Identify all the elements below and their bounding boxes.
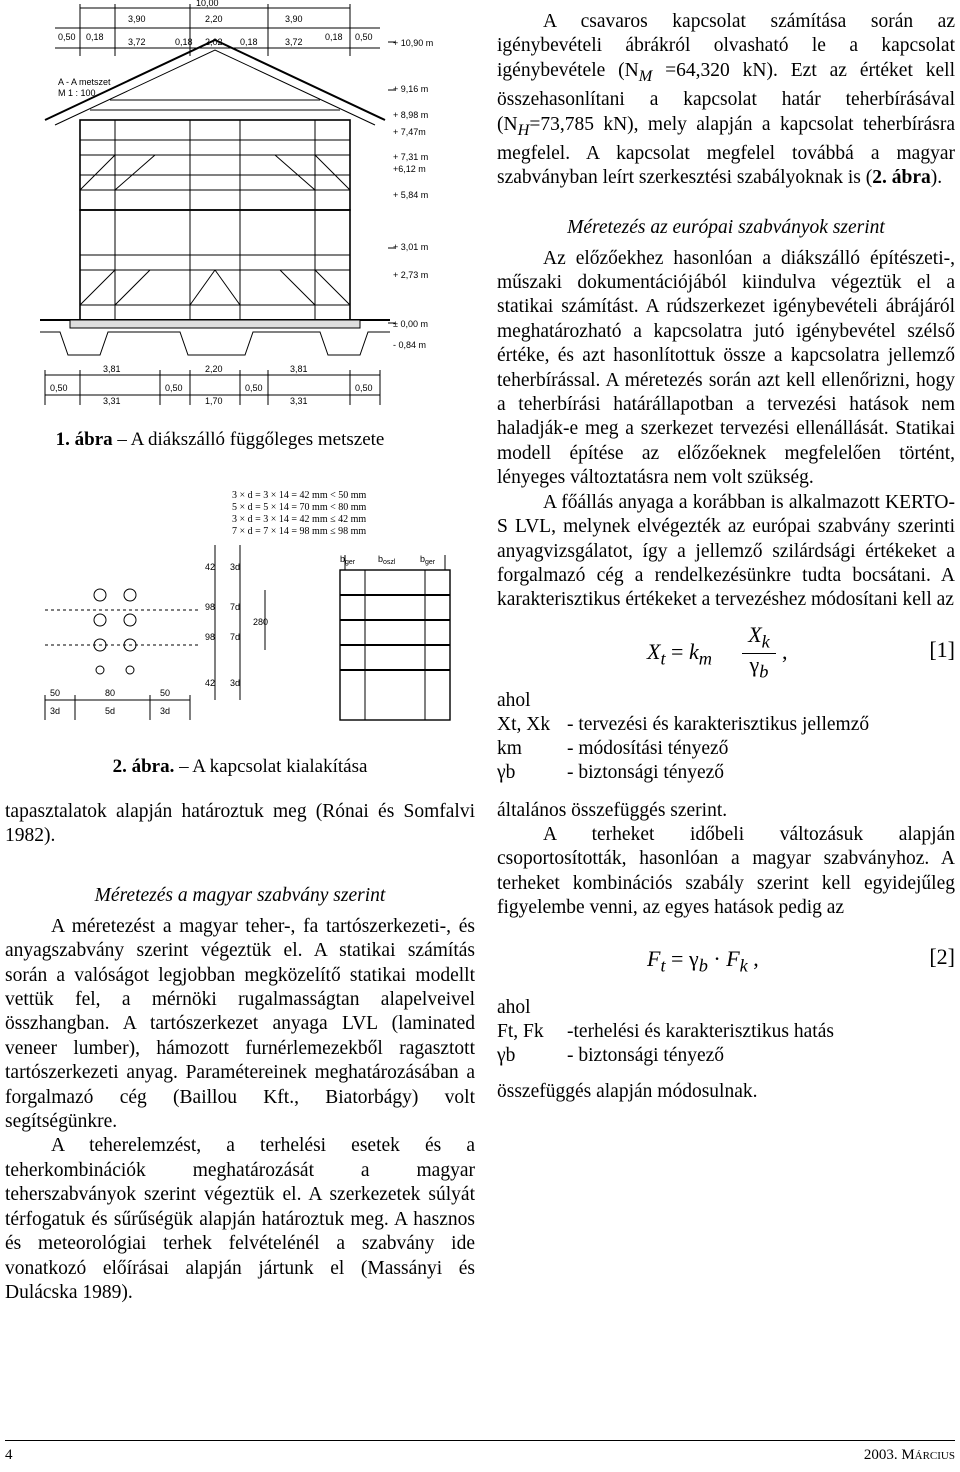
- ahol-1: ahol: [497, 689, 531, 711]
- dim-bottom-3-31b: 3,31: [290, 396, 308, 406]
- closing-sentence: összefüggés alapján módosulnak.: [497, 1081, 758, 1103]
- level-7-47: + 7,47m: [393, 127, 426, 137]
- left-paragraph-1: A méretezést a magyar teher-, fa tartószerkezeti-, és anyagszabvány szerint végeztük el. A statikai számítás során a valóságot legjobban megközelítő statikai modellt vettük fel, a mérnöki rugalmasságtan alapelveivel összhangban. A tartószerkezet anyaga LVL (laminated veneer lumber), hámozott furnérlemezekből ragasztott tartószerkezeti anyag. Paramétereinek meghatározásában a forgalmazó cég (Baillou Kft., Biatorbágy) volt segítségünkre.: [5, 915, 475, 1133]
- definition-gamma-b: γb - biztonsági tényező: [497, 761, 725, 783]
- ahol-2: ahol: [497, 997, 531, 1019]
- page-footer: [5, 1440, 955, 1467]
- level-6-12: +6,12 m: [393, 164, 426, 174]
- dim-3d-left: 3d: [50, 706, 61, 716]
- section-label: A - A metszet: [58, 77, 111, 87]
- dim-bottom-1-70: 1,70: [205, 396, 223, 406]
- figure-2-caption: [0, 755, 480, 779]
- dim-bottom-2-20: 2,20: [205, 364, 223, 374]
- page-number: 4: [5, 1447, 13, 1463]
- right-paragraph-1: Az előzőekhez hasonlóan a diákszálló építészeti-, műszaki dokumentációjából kiindulva végeztük el a statikai számítást. A rúdszerkezet igénybevételi ábrájáról meghatározható a kapcsolatra jutó igénybevétel szélső értéke, és azt hasonlítottuk össze a kapcsolatra jellemző teherbírással. A méretezés során azt kell ellenőrizni, hogy a teherbírási határállapotban a tervezési hatások nem haladják-e meg a szerkezet tervezési ellenállását. Statikai modell építése az előzőeknek megfelelően történt, lényeges változtatásra nem volt szükség.: [497, 247, 955, 489]
- dim-5d: 5d: [105, 706, 116, 716]
- right-paragraph-2: A főállás anyaga a korábban is alkalmazott KERTO-S LVL, melynek elvégezték az európai szabvány szerinti anyagvizsgálatot, így a jellemző szilárdsági értékeket a forgalmazó cég a rendelkezésünkre tudta bocsátani. A karakterisztikus értékeket a tervezéshez módosítani kell az: [497, 491, 955, 611]
- vdim-42-top: 42: [205, 562, 216, 572]
- vdim-7d-a: 7d: [230, 602, 241, 612]
- dim-bottom-3-81b: 3,81: [290, 364, 308, 374]
- definition-ft-fk: Ft, Fk -terhelési és karakterisztikus hatás: [497, 1021, 834, 1043]
- dim-top-2-02: 2,02: [205, 37, 223, 47]
- general-relation: általános összefüggés szerint.: [497, 799, 728, 821]
- vdim-98a: 98: [205, 602, 216, 612]
- dim-top-3-90a: 3,90: [128, 14, 146, 24]
- level-5-84: + 5,84 m: [393, 190, 429, 200]
- equation-2-number: [2]: [929, 944, 955, 970]
- dim-top-0-50: 0,50: [58, 32, 76, 42]
- vdim-3d-top: 3d: [230, 562, 241, 572]
- b-ger-label-left: $b_{ger}$: [340, 554, 356, 566]
- figure-1-caption-number: 1. ábra: [55, 429, 113, 450]
- right-column: [497, 10, 955, 1104]
- definition-gamma-b-2: γb - biztonsági tényező: [497, 1045, 725, 1067]
- figure-1-caption: [0, 428, 440, 452]
- left-column: [5, 800, 475, 1305]
- dim-80: 80: [105, 688, 116, 698]
- figure-2-joint-drawing: [0, 470, 480, 740]
- dim-overall: 10,00: [196, 0, 219, 8]
- left-paragraph-continuation: tapasztalatok alapján határoztuk meg (Rónai és Somfalvi 1982).: [5, 801, 475, 847]
- dim-top-0-18: 0,18: [86, 32, 104, 42]
- figure-2-caption-number: 2. ábra.: [112, 756, 175, 777]
- dim-top-0-50b: 0,50: [355, 32, 373, 42]
- vdim-280: 280: [253, 617, 269, 627]
- right-paragraph-0: A csavaros kapcsolat számítása során az igénybevételi ábrákról olvasható le a kapcsolat igénybevétele ($N_M =64,320$ kN). Ezt az értéket kell összehasonlítani a kapcsolat határ teherbírásával ($N_H=73,785$ kN), mely alapján a kapcsolat teherbírásra megfelel. A kapcsolat megfelel továbbá a magyar szabványban leírt szerkesztési szabályoknak is (2. ábra).: [497, 11, 956, 189]
- dim-top-3-72b: 3,72: [285, 37, 303, 47]
- rule-line-4: 7 × d = 7 × 14 = 98 mm ≤ 98 mm: [232, 526, 367, 537]
- equation-2: $F_t = \gamma_b \cdot F_k$ , [2]: [647, 944, 955, 976]
- dim-bottom-0-50d: 0,50: [355, 383, 373, 393]
- vdim-7d-b: 7d: [230, 632, 241, 642]
- equation-1-number: [1]: [929, 636, 955, 662]
- dim-top-2-20: 2,20: [205, 14, 223, 24]
- dim-50-right: 50: [160, 688, 171, 698]
- figure-2-caption-text: – A kapcsolat kialakítása: [174, 756, 368, 777]
- definition-xt-xk: Xt, Xk - tervezési és karakterisztikus jellemző: [497, 713, 870, 735]
- level-minus-0-84: - 0,84 m: [393, 340, 427, 350]
- dim-bottom-3-81a: 3,81: [103, 364, 121, 374]
- equation-1: $X_t = k_m$ $X_k$ $\gamma_b$ , [1]: [647, 621, 955, 682]
- level-10-90: + 10,90 m: [393, 38, 434, 48]
- dim-3d-right: 3d: [160, 706, 171, 716]
- dim-bottom-3-31a: 3,31: [103, 396, 121, 406]
- issue-date: 2003. Március: [863, 1447, 955, 1463]
- rule-line-3: 3 × d = 3 × 14 = 42 mm ≤ 42 mm: [232, 514, 367, 525]
- dim-top-0-18c: 0,18: [175, 37, 193, 47]
- dim-top-3-90b: 3,90: [285, 14, 303, 24]
- dim-bottom-0-50b: 0,50: [165, 383, 183, 393]
- heading-hungarian-standard: Méretezés a magyar szabvány szerint: [94, 884, 386, 906]
- figure-1-caption-text: – A diákszálló függőleges metszete: [112, 429, 385, 450]
- vdim-3d-bottom: 3d: [230, 678, 241, 688]
- level-9-16: + 9,16 m: [393, 84, 429, 94]
- b-oszl-label: $b_{oszl}$: [378, 554, 396, 566]
- dim-top-0-18b: 0,18: [325, 32, 343, 42]
- rule-line-1: 3 × d = 3 × 14 = 42 mm < 50 mm: [232, 490, 367, 501]
- level-7-31: + 7,31 m: [393, 152, 429, 162]
- definition-km: km - módosítási tényező: [497, 737, 729, 759]
- right-paragraph-3: A terheket időbeli változásuk alapján csoportosították, hasonlóan a magyar szabványhoz. A terheket kombinációs szabály szerint kell egyidejűleg figyelembe venni, az egyes hatások pedig az: [497, 823, 955, 918]
- rule-line-2: 5 × d = 5 × 14 = 70 mm < 80 mm: [232, 502, 367, 513]
- level-0-00: ± 0,00 m: [393, 319, 428, 329]
- figure-1-section-drawing: [0, 0, 480, 440]
- b-ger-label-right: $b_{ger}$: [420, 554, 436, 566]
- heading-european-standard: Méretezés az európai szabványok szerint: [567, 216, 885, 238]
- left-paragraph-2: A teherelemzést, a terhelési esetek és a teherkombinációk meghatározását a magyar teherszabványok szerint végeztük el. A szerkezetek súlyát térfogatuk és sűrűségük alapján határoztuk meg. A hasznos és meteorológiai terhek felvételénél a szabvány ide vonatkozó előírásai alapján jártunk el (Massányi és Dulácska 1989).: [5, 1135, 475, 1303]
- dim-bottom-0-50c: 0,50: [245, 383, 263, 393]
- vdim-98b: 98: [205, 632, 216, 642]
- vdim-42-bottom: 42: [205, 678, 216, 688]
- level-8-98: + 8,98 m: [393, 110, 429, 120]
- dim-50-left: 50: [50, 688, 61, 698]
- level-2-73: + 2,73 m: [393, 270, 429, 280]
- scale-label: M 1 : 100: [58, 88, 96, 98]
- dim-bottom-0-50a: 0,50: [50, 383, 68, 393]
- dim-top-3-72a: 3,72: [128, 37, 146, 47]
- dim-top-0-18d: 0,18: [240, 37, 258, 47]
- level-3-01: + 3,01 m: [393, 242, 429, 252]
